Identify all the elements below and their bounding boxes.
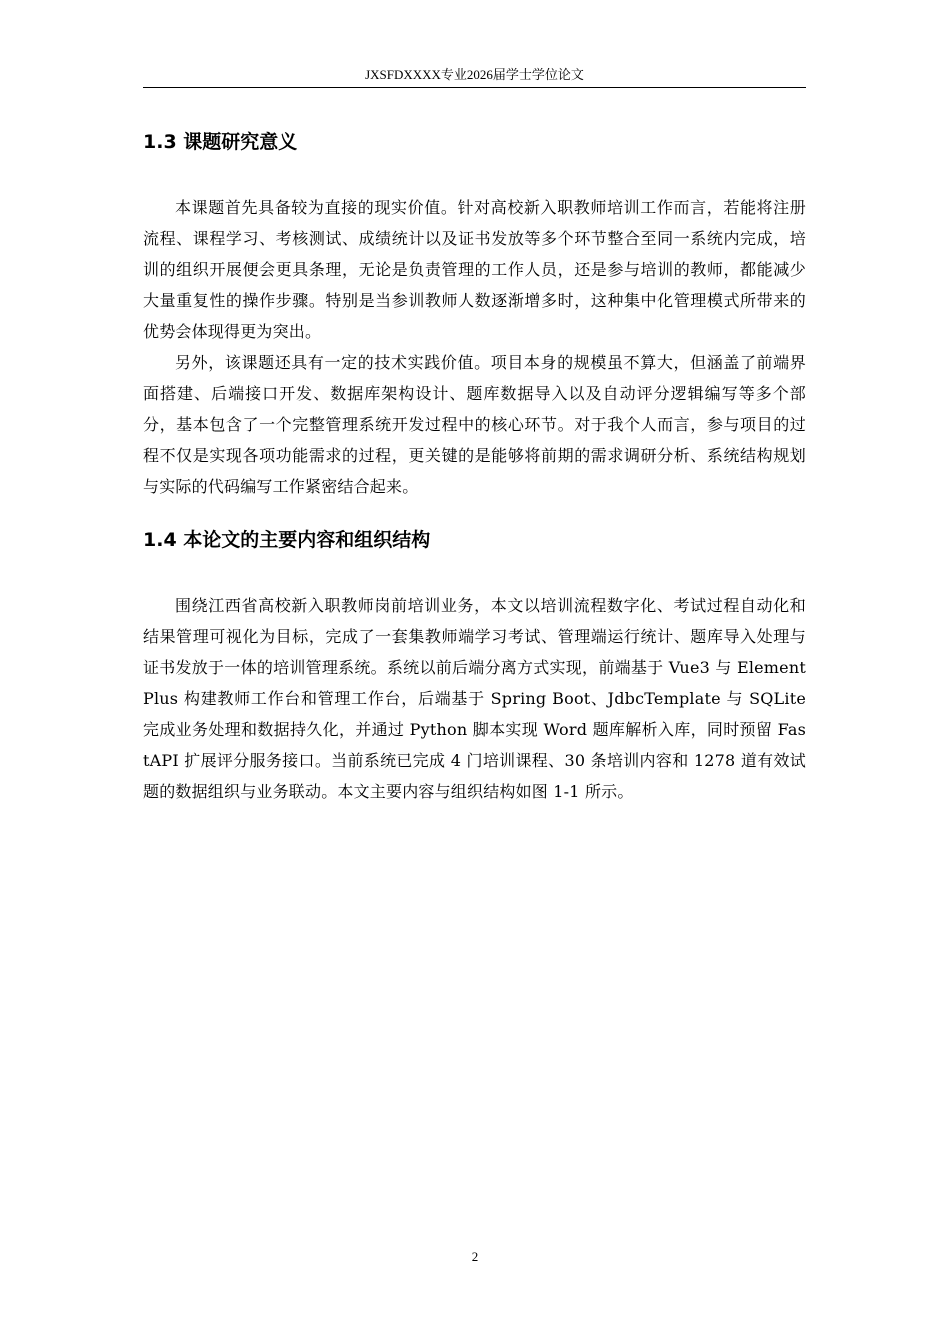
running-header: JXSFDXXXX专业2026届学士学位论文 <box>365 67 584 82</box>
page-body <box>143 124 806 807</box>
section-heading-1-4: 1.4 本论文的主要内容和组织结构 <box>143 529 431 551</box>
paragraph: 另外，该课题还具有一定的技术实践价值。项目本身的规模虽不算大，但涵盖了前端界面搭建、后端接口开发、数据库架构设计、题库数据导入以及自动评分逻辑编写等多个部分，基本包含了一个完整管理系统开发过程中的核心环节。对于我个人而言，参与项目的过程不仅是实现各项功能需求的过程，更关键的是能够将前期的需求调研分析、系统结构规划与实际的代码编写工作紧密结合起来。 <box>143 353 806 496</box>
paragraph: 本课题首先具备较为直接的现实价值。针对高校新入职教师培训工作而言，若能将注册流程、课程学习、考核测试、成绩统计以及证书发放等多个环节整合至同一系统内完成，培训的组织开展便会更具条理，无论是负责管理的工作人员，还是参与培训的教师，都能减少大量重复性的操作步骤。特别是当参训教师人数逐渐增多时，这种集中化管理模式所带来的优势会体现得更为突出。 <box>143 198 806 341</box>
section-heading-1-3: 1.3 课题研究意义 <box>143 131 298 153</box>
header-rule <box>143 87 806 88</box>
paragraph: 围绕江西省高校新入职教师岗前培训业务，本文以培训流程数字化、考试过程自动化和结果管理可视化为目标，完成了一套集教师端学习考试、管理端运行统计、题库导入处理与证书发放于一体的培训管理系统。系统以前后端分离方式实现，前端基于 Vue3 与 Element Plus 构建教师工作台和管理工作台，后端基于 Spring Boot、JdbcTemplate 与 SQLite 完成业务处理和数据持久化，并通过 Python 脚本实现 Word 题库解析入库，同时预留 FastAPI 扩展评分服务接口。当前系统已完成 4 门培训课程、30 条培训内容和 1278 道有效试题的数据组织与业务联动。本文主要内容与组织结构如图 1-1 所示。 <box>143 596 806 801</box>
page-number: 2 <box>471 1249 479 1264</box>
